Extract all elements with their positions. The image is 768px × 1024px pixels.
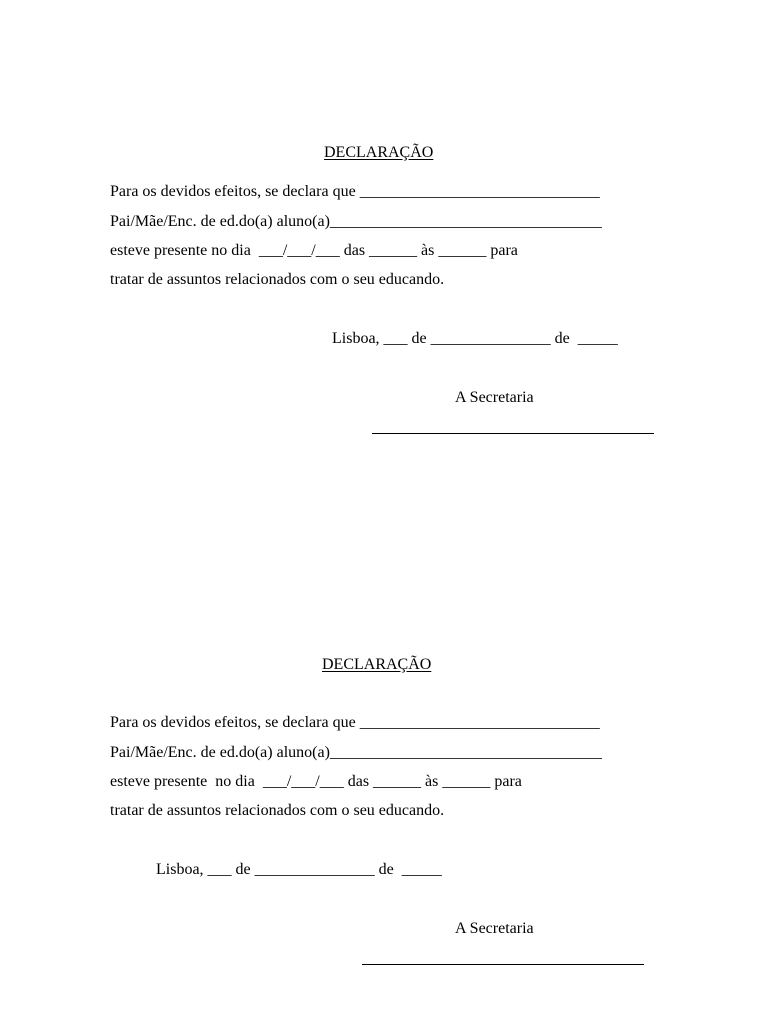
signature-line — [372, 433, 654, 434]
signature-label: A Secretaria — [455, 389, 534, 406]
declaration-line-4: tratar de assuntos relacionados com o seu educando. — [110, 802, 445, 819]
declaration-line-2: Pai/Mãe/Enc. de ed.do(a) aluno(a)__________________________________ — [110, 744, 602, 761]
date-line: Lisboa, ___ de _______________ de _____ — [156, 861, 442, 878]
signature-label: A Secretaria — [455, 920, 534, 937]
declaration-line-2: Pai/Mãe/Enc. de ed.do(a) aluno(a)__________________________________ — [110, 213, 602, 230]
declaration-line-3: esteve presente no dia ___/___/___ das ______ às ______ para — [110, 773, 522, 790]
declaration-line-4: tratar de assuntos relacionados com o seu educando. — [110, 271, 445, 288]
signature-line — [362, 964, 644, 965]
date-line: Lisboa, ___ de _______________ de _____ — [332, 330, 618, 347]
declaration-line-3: esteve presente no dia ___/___/___ das ______ às ______ para — [110, 242, 518, 259]
declaration-line-1: Para os devidos efeitos, se declara que ______________________________ — [110, 714, 600, 731]
declaration-line-1: Para os devidos efeitos, se declara que ______________________________ — [110, 183, 600, 200]
form-title: DECLARAÇÃO — [324, 144, 434, 161]
form-title: DECLARAÇÃO — [322, 656, 432, 673]
